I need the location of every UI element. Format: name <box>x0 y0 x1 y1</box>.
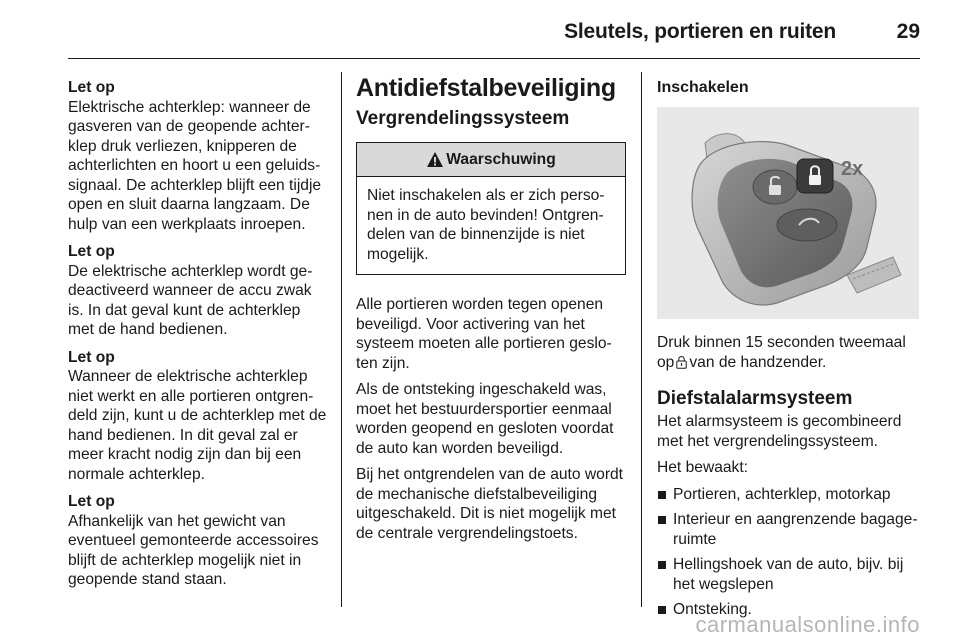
column-divider-1 <box>341 72 342 607</box>
instruction-paragraph <box>657 333 919 372</box>
note-label: Let op <box>68 348 115 366</box>
warning-header <box>357 143 625 177</box>
column-antitheft <box>356 74 626 550</box>
column-divider-2 <box>641 72 642 607</box>
section-heading: Diefstalalarmsysteem <box>657 388 853 409</box>
instruction-text: van de handzender. <box>689 353 827 371</box>
remote-key-icon <box>657 107 919 319</box>
note-block <box>68 78 328 234</box>
note-label: Let op <box>68 493 115 510</box>
warning-text: Niet inschakelen als er zich personen in de auto bevinden! Ontgrendelen van de binnenzijde is niet mogelijk. <box>367 187 605 263</box>
body-paragraph: Het alarmsysteem is gecombineerd met het vergrendelingssysteem. <box>657 413 902 450</box>
warning-triangle-icon <box>426 151 444 168</box>
section-subheading: Vergrendelingssysteem <box>356 108 570 129</box>
note-text: Wanneer de elektrische achterklep niet werkt en alle portieren ontgrendeld zijn, kunt u de achterklep met de hand bedienen. In dit geval zal er meer kracht nodig zijn dan bij een normale achterklep. <box>68 368 327 483</box>
list-item: Ontsteking. <box>657 600 919 620</box>
note-label: Let op <box>68 79 115 96</box>
press-count-label: 2x <box>841 158 864 180</box>
warning-title: Waarschuwing <box>446 151 556 168</box>
section-heading: Inschakelen <box>657 79 749 96</box>
note-block <box>68 348 328 485</box>
note-text: De elektrische achterklep wordt gedeactiveerd wanneer de accu zwak is. In dat geval kunt de achterklep met de hand bedienen. <box>68 262 313 338</box>
note-label: Let op <box>68 243 115 260</box>
note-block <box>68 242 328 340</box>
watermark: carmanualsonline.info <box>695 612 920 637</box>
column-activation <box>657 78 919 626</box>
note-text: Elektrische achterklep: wanneer de gasveren van de geopende achterklep druk verliezen, knipperen de achterlichten en hoort u een geluidssignaal. De achterklep blijft een tijdje open en sluit daarna langzaam. De hulp van een werkplaats inroepen. <box>68 98 322 233</box>
remote-key-image <box>657 107 919 319</box>
note-block <box>68 492 328 590</box>
body-paragraph: Bij het ontgrendelen van de auto wordt de mechanische diefstalbeveiliging uitgeschakeld. Dit is niet mogelijk met de centrale vergrendelingstoets. <box>356 466 624 542</box>
column-notes <box>68 78 328 598</box>
body-paragraph: Het bewaakt: <box>657 459 749 476</box>
note-text: Afhankelijk van het gewicht van eventueel gemonteerde accessoires blijft de achterklep mogelijk niet in geopende stand staan. <box>68 512 319 588</box>
page-number: 29 <box>896 20 920 43</box>
instruction-text: Druk binnen 15 seconden tweemaal op <box>657 334 906 371</box>
list-item: Hellingshoek van de auto, bijv. bij het wegslepen <box>657 555 919 594</box>
body-paragraph: Alle portieren worden tegen openen beveiligd. Voor activering van het systeem moeten alle portieren gesloten zijn. <box>356 296 612 372</box>
monitor-list <box>657 485 919 620</box>
page-title: Sleutels, portieren en ruiten <box>564 20 836 43</box>
body-paragraph: Als de ontsteking ingeschakeld was, moet het bestuurdersportier eenmaal worden geopend en gesloten voordat de auto kan worden beveiligd. <box>356 381 614 457</box>
lock-icon <box>676 355 687 369</box>
list-item: Interieur en aangrenzende bagageruimte <box>657 510 919 549</box>
section-heading: Antidiefstalbeveiliging <box>356 74 616 102</box>
header-divider <box>68 58 920 59</box>
warning-box <box>356 142 626 275</box>
list-item: Portieren, achterklep, motorkap <box>657 485 919 505</box>
